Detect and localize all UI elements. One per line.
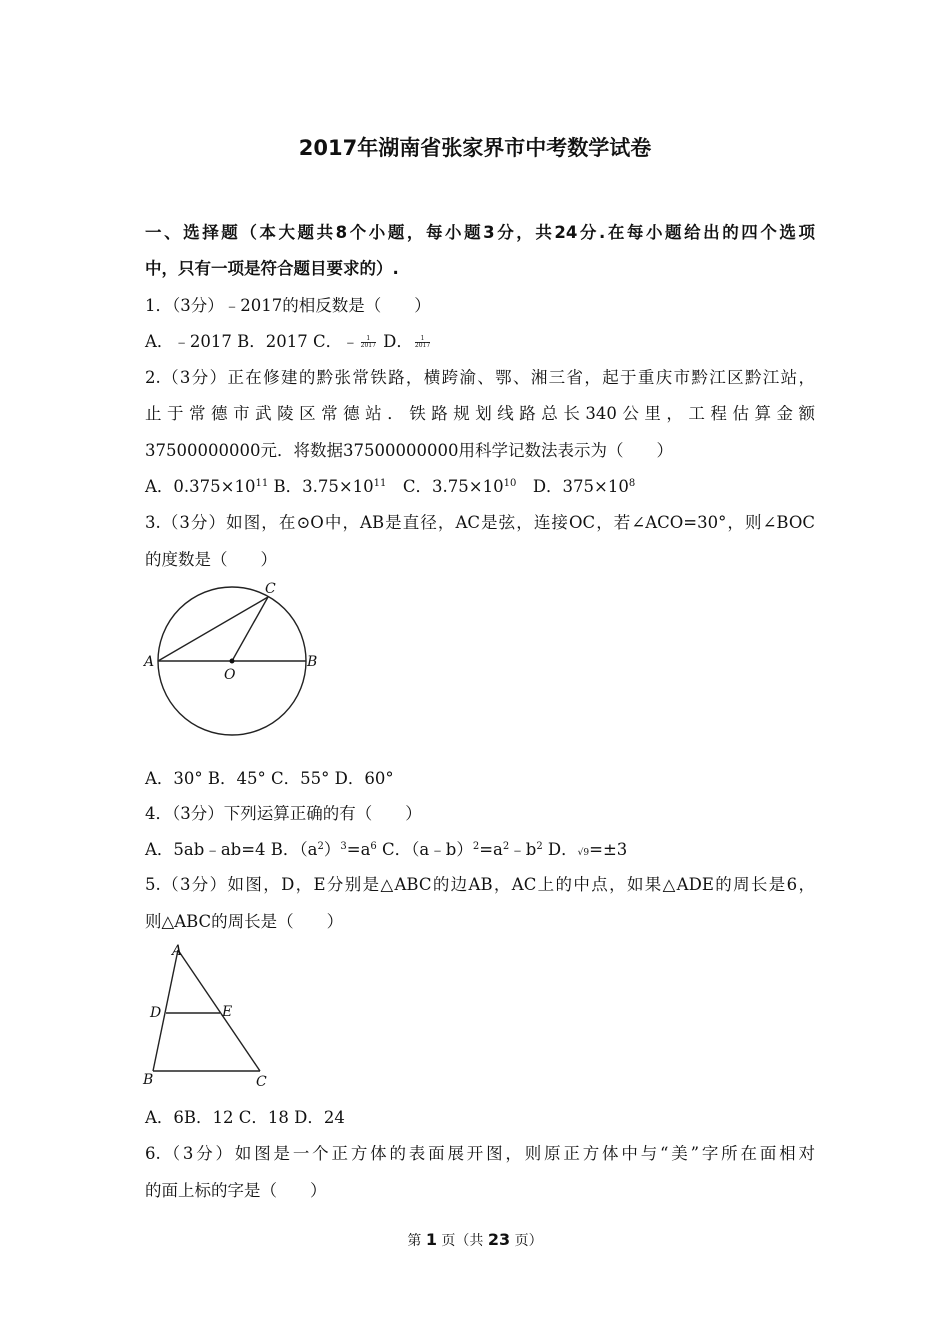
q3-label-o: O bbox=[224, 667, 236, 683]
q4-exp-1: 2 bbox=[317, 841, 324, 852]
q1-fraction-c bbox=[361, 336, 376, 349]
q5-label-e: E bbox=[222, 1004, 233, 1020]
q4-option-d: D． bbox=[542, 840, 578, 859]
q3-segment-oc bbox=[232, 597, 268, 661]
footer-total-pages: 23 bbox=[487, 1230, 511, 1249]
q4-option-b-end: =a bbox=[346, 840, 371, 859]
q2-option-d-exp: 8 bbox=[628, 478, 636, 489]
q5-line2: 则△ABC的周长是（ ） bbox=[145, 912, 344, 931]
q5-label-b: B bbox=[143, 1072, 154, 1088]
q4-exp-4: 2 bbox=[472, 841, 480, 852]
q3-label-a: A bbox=[144, 654, 155, 670]
section-heading-line2: 中，只有一项是符合题目要求的）. bbox=[145, 259, 399, 278]
q5-label-d: D bbox=[150, 1005, 162, 1021]
q4-options bbox=[145, 839, 815, 864]
q4-option-c: C．（a﹣b） bbox=[376, 840, 473, 859]
q5-line1: 5.（3分）如图，D，E分别是△ABC的边AB，AC上的中点，如果△ADE的周长是6， bbox=[145, 875, 815, 894]
q5-label-a: A bbox=[172, 943, 183, 959]
q6-line2: 的面上标的字是（ ） bbox=[145, 1181, 327, 1200]
q4-option-ab: A．5ab﹣ab=4 B．（a bbox=[145, 840, 318, 859]
q1-fraction-d bbox=[415, 336, 430, 349]
q5-triangle-figure bbox=[138, 940, 278, 1090]
q1-frac-d-num: 1 bbox=[415, 336, 430, 343]
q2-option-c-exp: 10 bbox=[503, 478, 517, 489]
q2-option-b: B．3.75×10 bbox=[268, 477, 374, 496]
q4-exp-5: 2 bbox=[502, 841, 510, 852]
q3-line2: 的度数是（ ） bbox=[145, 550, 277, 569]
q4-option-c-mid2: ﹣b bbox=[509, 840, 537, 859]
footer-mid: 页（共 bbox=[436, 1233, 488, 1249]
q1-frac-c-num: 1 bbox=[361, 336, 376, 343]
page-footer bbox=[0, 1230, 950, 1250]
q2-options bbox=[145, 476, 815, 498]
q1-frac-d-den: 2017 bbox=[414, 342, 431, 349]
footer-suffix: 页） bbox=[510, 1233, 543, 1249]
q4-option-d-end: =±3 bbox=[589, 840, 628, 859]
q3-options: A．30° B．45° C．55° D．60° bbox=[145, 769, 394, 788]
q3-label-c: C bbox=[265, 581, 276, 597]
q2-line3: 37500000000元．将数据37500000000用科学记数法表示为（ ） bbox=[145, 441, 673, 460]
q2-option-d: D．375×10 bbox=[516, 477, 629, 496]
q3-circle-figure bbox=[140, 578, 330, 738]
q1-option-d: D． bbox=[377, 332, 413, 351]
q4-exp-6: 2 bbox=[536, 841, 543, 852]
q3-label-b: B bbox=[307, 654, 318, 670]
page-title: 2017年湖南省张家界市中考数学试卷 bbox=[298, 136, 652, 160]
q1-options-abc: A．﹣2017 B．2017 C．﹣ bbox=[145, 332, 359, 351]
q2-option-b-exp: 11 bbox=[373, 478, 387, 489]
q5-side-ac bbox=[178, 950, 260, 1071]
q1-stem: 1．（3分）﹣2017的相反数是（ ） bbox=[145, 296, 431, 315]
q4-sqrt-symbol: √9 bbox=[577, 848, 590, 858]
q5-label-c: C bbox=[256, 1074, 267, 1090]
section-heading-line1: 一、选择题（本大题共8个小题，每小题3分，共24分.在每小题给出的四个选项 bbox=[145, 223, 815, 242]
q4-option-b-mid: ） bbox=[323, 840, 341, 859]
q4-option-c-mid: =a bbox=[479, 840, 503, 859]
q4-stem: 4．（3分）下列运算正确的有（ ） bbox=[145, 804, 422, 823]
q4-exp-2: 3 bbox=[340, 841, 347, 852]
q2-line1: 2.（3分）正在修建的黔张常铁路，横跨渝、鄂、湘三省，起于重庆市黔江区黔江站， bbox=[145, 368, 815, 387]
q2-option-c: C．3.75×10 bbox=[386, 477, 504, 496]
footer-page-number: 1 bbox=[425, 1230, 437, 1249]
q6-line1: 6.（3分）如图是一个正方体的表面展开图，则原正方体中与“美”字所在面相对 bbox=[145, 1144, 815, 1163]
q5-options: A．6B．12 C．18 D．24 bbox=[145, 1108, 345, 1127]
q2-line2: 止于常德市武陵区常德站．铁路规划线路总长340公里，工程估算金额 bbox=[145, 404, 815, 423]
q1-options bbox=[145, 331, 815, 353]
q2-option-a-exp: 11 bbox=[255, 478, 269, 489]
q3-line1: 3.（3分）如图，在⊙O中，AB是直径，AC是弦，连接OC，若∠ACO=30°，则∠BOC bbox=[145, 513, 815, 532]
q3-center-point bbox=[230, 659, 235, 664]
footer-prefix: 第 bbox=[407, 1233, 426, 1249]
q2-option-a: A．0.375×10 bbox=[145, 477, 256, 496]
q1-frac-c-den: 2017 bbox=[360, 342, 376, 349]
q3-chord-ac bbox=[158, 597, 268, 661]
q4-exp-3: 6 bbox=[370, 841, 377, 852]
